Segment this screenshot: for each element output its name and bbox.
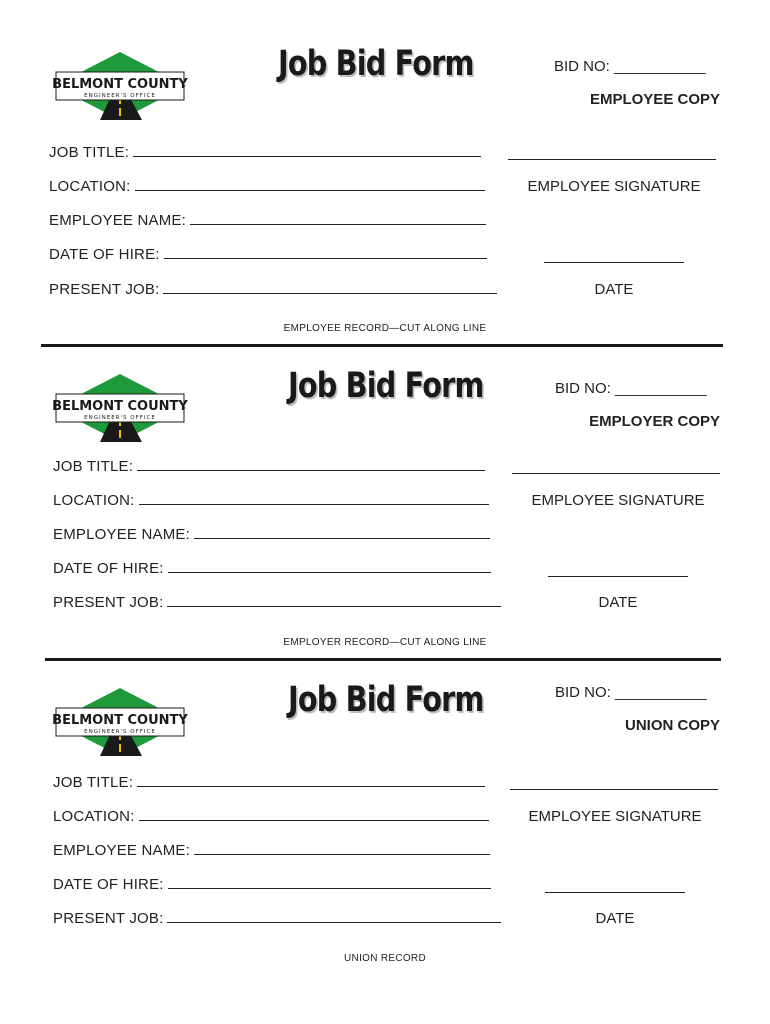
signature-label: EMPLOYEE SIGNATURE	[531, 492, 705, 509]
record-label: EMPLOYEE RECORD—CUT ALONG LINE	[283, 323, 487, 334]
field-line	[137, 458, 485, 471]
date-label: DATE	[595, 910, 635, 927]
field-label: PRESENT JOB:	[53, 910, 164, 927]
signature-line[interactable]	[512, 473, 720, 474]
job-title-field[interactable]	[49, 144, 481, 161]
cut-line	[41, 344, 723, 347]
field-label: JOB TITLE:	[53, 458, 134, 475]
cut-line	[45, 658, 721, 661]
location-field[interactable]	[53, 808, 489, 825]
field-line	[194, 526, 490, 539]
field-label: LOCATION:	[53, 808, 135, 825]
form-section-employer	[0, 366, 770, 686]
field-label: DATE OF HIRE:	[53, 560, 164, 577]
date-of-hire-field[interactable]	[53, 876, 491, 893]
signature-line[interactable]	[508, 159, 716, 160]
form-section-employee	[0, 44, 770, 364]
field-line	[190, 212, 486, 225]
present-job-field[interactable]	[53, 594, 501, 611]
date-label: DATE	[594, 281, 634, 298]
field-label: PRESENT JOB:	[53, 594, 164, 611]
logo-subtitle: ENGINEER'S OFFICE	[84, 93, 156, 99]
field-line	[168, 560, 491, 573]
field-label: DATE OF HIRE:	[53, 876, 164, 893]
belmont-county-logo	[52, 686, 188, 758]
present-job-field[interactable]	[53, 910, 501, 927]
date-of-hire-field[interactable]	[53, 560, 491, 577]
field-label: DATE OF HIRE:	[49, 246, 160, 263]
field-line	[167, 594, 501, 607]
form-title: Job Bid Form	[288, 366, 484, 406]
field-label: PRESENT JOB:	[49, 281, 160, 298]
form-title: Job Bid Form	[288, 680, 484, 720]
field-line	[139, 492, 489, 505]
field-line	[137, 774, 485, 787]
bid-number[interactable]: BID NO: ___________	[555, 380, 707, 397]
record-label: UNION RECORD	[344, 953, 426, 964]
belmont-county-logo	[52, 50, 188, 122]
job-title-field[interactable]	[53, 774, 485, 791]
date-line[interactable]	[544, 262, 684, 263]
belmont-county-logo	[52, 372, 188, 444]
present-job-field[interactable]	[49, 281, 497, 298]
date-line[interactable]	[545, 892, 685, 893]
field-line	[135, 178, 485, 191]
field-line	[163, 281, 497, 294]
field-label: LOCATION:	[53, 492, 135, 509]
bid-number[interactable]: BID NO: ___________	[554, 58, 706, 75]
field-line	[139, 808, 489, 821]
copy-label: EMPLOYER COPY	[589, 413, 720, 430]
field-label: LOCATION:	[49, 178, 131, 195]
location-field[interactable]	[53, 492, 489, 509]
date-of-hire-field[interactable]	[49, 246, 487, 263]
bid-number[interactable]: BID NO: ___________	[555, 684, 707, 701]
location-field[interactable]	[49, 178, 485, 195]
field-line	[194, 842, 490, 855]
date-label: DATE	[598, 594, 638, 611]
employee-name-field[interactable]	[53, 842, 490, 859]
field-label: EMPLOYEE NAME:	[49, 212, 187, 229]
copy-label: EMPLOYEE COPY	[589, 91, 720, 108]
employee-name-field[interactable]	[53, 526, 490, 543]
copy-label: UNION COPY	[624, 717, 720, 734]
record-label: EMPLOYER RECORD—CUT ALONG LINE	[283, 637, 487, 648]
field-line	[167, 910, 501, 923]
logo-name: BELMONT COUNTY	[52, 399, 188, 414]
logo-name: BELMONT COUNTY	[52, 713, 188, 728]
logo-subtitle: ENGINEER'S OFFICE	[84, 729, 156, 735]
field-line	[133, 144, 481, 157]
field-label: EMPLOYEE NAME:	[53, 842, 191, 859]
field-line	[168, 876, 491, 889]
form-title: Job Bid Form	[278, 44, 474, 84]
employee-name-field[interactable]	[49, 212, 486, 229]
field-line	[164, 246, 487, 259]
signature-label: EMPLOYEE SIGNATURE	[527, 178, 701, 195]
logo-name: BELMONT COUNTY	[52, 77, 188, 92]
logo-subtitle: ENGINEER'S OFFICE	[84, 415, 156, 421]
field-label: EMPLOYEE NAME:	[53, 526, 191, 543]
form-section-union	[0, 680, 770, 1000]
signature-label: EMPLOYEE SIGNATURE	[528, 808, 702, 825]
field-label: JOB TITLE:	[53, 774, 134, 791]
field-label: JOB TITLE:	[49, 144, 130, 161]
signature-line[interactable]	[510, 789, 718, 790]
date-line[interactable]	[548, 576, 688, 577]
job-title-field[interactable]	[53, 458, 485, 475]
